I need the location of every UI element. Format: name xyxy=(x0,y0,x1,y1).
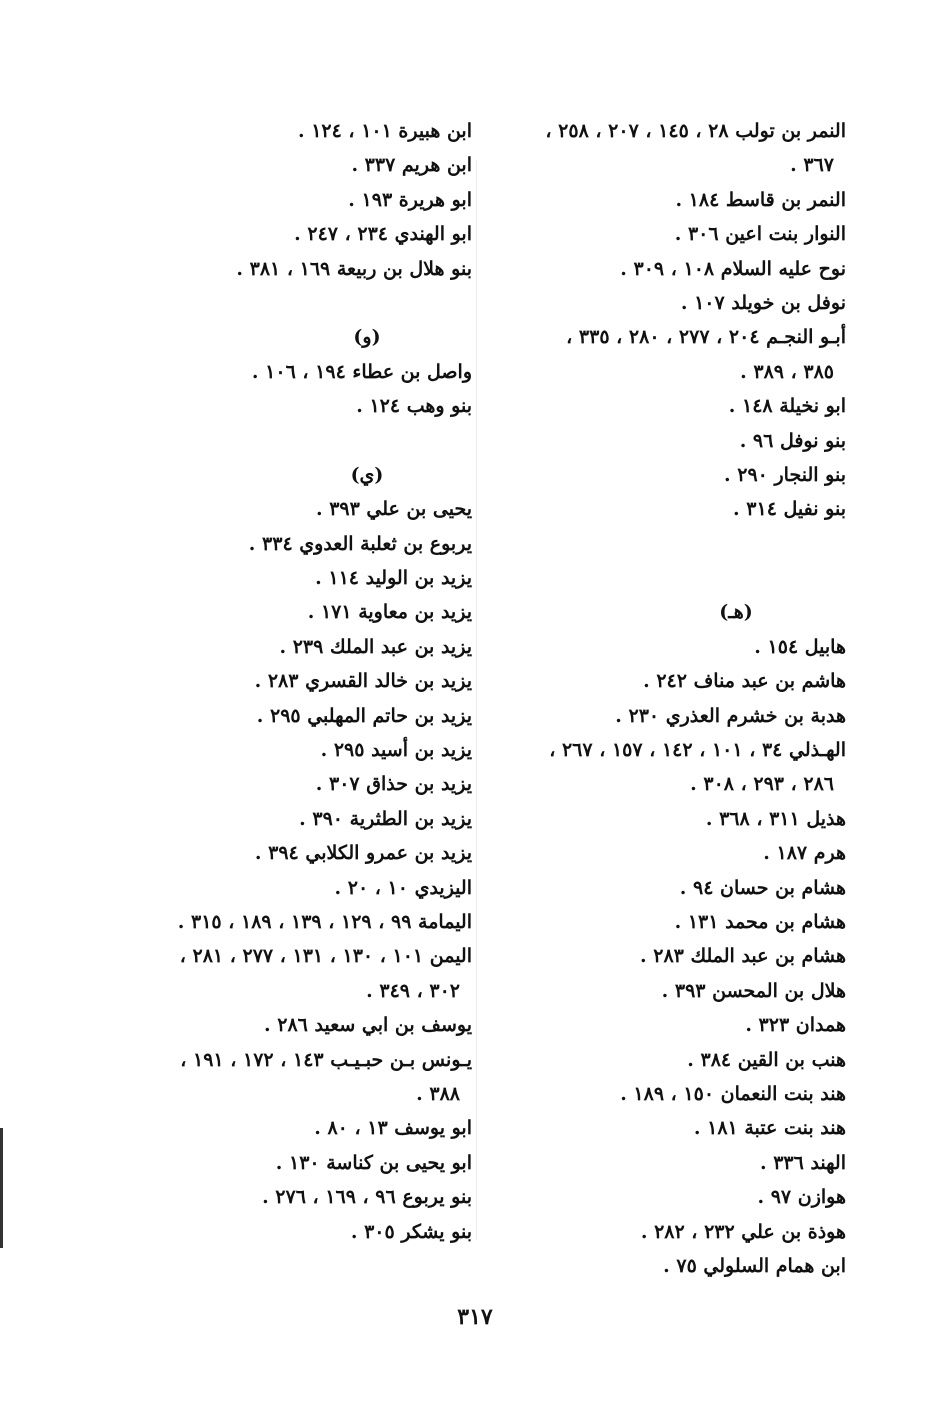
index-entry: اليمن ١٠١ ، ١٣٠ ، ١٣١ ، ٢٧٧ ، ٢٨١ ، xyxy=(179,945,472,968)
index-entry: يزيد بن الطثرية ٣٩٠ . xyxy=(299,807,472,830)
index-entry: اليمامة ٩٩ ، ١٢٩ ، ١٣٩ ، ١٨٩ ، ٣١٥ . xyxy=(177,910,472,933)
index-entry: يربوع بن ثعلبة العدوي ٣٣٤ . xyxy=(248,532,472,555)
index-entry: يزيد بن خالد القسري ٢٨٣ . xyxy=(254,670,472,693)
index-entry: نوح عليه السلام ١٠٨ ، ٣٠٩ . xyxy=(620,257,846,280)
index-entry: النوار بنت اعين ٣٠٦ . xyxy=(674,223,846,246)
index-entry: هذيل ٣١١ ، ٣٦٨ . xyxy=(705,807,846,830)
index-entry: يحيى بن علي ٣٩٣ . xyxy=(315,498,472,521)
section-gap xyxy=(132,424,472,458)
page-number: ٣١٧ xyxy=(457,1304,493,1330)
index-entry: هشام بن عبد الملك ٢٨٣ . xyxy=(640,945,846,968)
index-entry: هنب بن القين ٣٨٤ . xyxy=(687,1048,846,1071)
index-entry: يزيد بن حذاق ٣٠٧ . xyxy=(315,773,472,796)
index-entry: يزيد بن حاتم المهلبي ٢٩٥ . xyxy=(256,704,472,727)
scan-edge-mark xyxy=(0,1128,3,1248)
left-column xyxy=(132,114,472,1249)
index-entry: يوسف بن ابي سعيد ٢٨٦ . xyxy=(264,1014,472,1037)
index-entry: بنو نوفل ٩٦ . xyxy=(739,429,846,452)
index-entry: النمر بن قاسط ١٨٤ . xyxy=(675,188,846,211)
index-entry-continuation: ٣٠٢ ، ٣٤٩ . xyxy=(366,979,460,1002)
index-entry: بنو يشكر ٣٠٥ . xyxy=(350,1220,472,1243)
index-entry: هوازن ٩٧ . xyxy=(757,1186,846,1209)
section-heading: (هـ) xyxy=(719,601,753,624)
index-entry: همدان ٣٢٣ . xyxy=(745,1014,846,1037)
index-entry: يزيد بن الوليد ١١٤ . xyxy=(315,567,472,590)
index-entry: يزيد بن عبد الملك ٢٣٩ . xyxy=(279,635,472,658)
index-entry: يزيد بن عمرو الكلابي ٣٩٤ . xyxy=(254,842,472,865)
index-entry: بنو نفيل ٣١٤ . xyxy=(733,498,846,521)
index-entry: هشام بن حسان ٩٤ . xyxy=(679,876,846,899)
index-entry: ابن هريم ٣٣٧ . xyxy=(351,154,472,177)
index-entry: ابو الهندي ٢٣٤ ، ٢٤٧ . xyxy=(294,223,472,246)
index-entry: هوذة بن علي ٢٣٢ ، ٢٨٢ . xyxy=(640,1220,846,1243)
index-entry: هلال بن المحسن ٣٩٣ . xyxy=(661,979,846,1002)
index-entry: ابو هريرة ١٩٣ . xyxy=(348,188,472,211)
section-gap xyxy=(496,561,846,595)
index-entry: الهند ٣٣٦ . xyxy=(759,1151,846,1174)
index-entry: ابو نخيلة ١٤٨ . xyxy=(728,395,846,418)
index-entry: هشام بن محمد ١٣١ . xyxy=(674,910,846,933)
index-entry: أبـو النجـم ٢٠٤ ، ٢٧٧ ، ٢٨٠ ، ٣٣٥ ، xyxy=(566,326,846,349)
index-entry: هند بنت عتبة ١٨١ . xyxy=(693,1117,846,1140)
index-entry: بنو النجار ٢٩٠ . xyxy=(724,463,846,486)
index-entry: ابو يحيى بن كناسة ١٣٠ . xyxy=(275,1151,472,1174)
index-entry: هابيل ١٥٤ . xyxy=(754,635,846,658)
index-entry-continuation: ٣٦٧ . xyxy=(790,154,834,177)
index-entry: بنو وهب ١٢٤ . xyxy=(356,395,472,418)
right-column xyxy=(496,114,846,1283)
index-entry: ابن همام السلولي ٧٥ . xyxy=(663,1254,846,1277)
index-entry: بنو هلال بن ربيعة ١٦٩ ، ٣٨١ . xyxy=(236,257,472,280)
index-entry: النمر بن تولب ٢٨ ، ١٤٥ ، ٢٠٧ ، ٢٥٨ ، xyxy=(545,120,846,142)
section-heading: (ي) xyxy=(350,463,384,486)
index-entry-continuation: ٣٨٥ ، ٣٨٩ . xyxy=(740,360,834,383)
index-entry: هند بنت النعمان ١٥٠ ، ١٨٩ . xyxy=(620,1082,846,1105)
index-entry-continuation: ٢٨٦ ، ٢٩٣ ، ٣٠٨ . xyxy=(690,773,834,796)
index-entry: اليزيدي ١٠ ، ٢٠ . xyxy=(334,876,472,899)
index-entry: ابن هبيرة ١٠١ ، ١٢٤ . xyxy=(297,120,472,142)
section-heading: (و) xyxy=(353,326,381,349)
index-entry: يـونس بـن حبـيـب ١٤٣ ، ١٧٢ ، ١٩١ ، xyxy=(180,1048,472,1071)
index-entry: هدبة بن خشرم العذري ٢٣٠ . xyxy=(615,704,846,727)
column-divider xyxy=(476,160,477,1240)
index-entry: يزيد بن معاوية ١٧١ . xyxy=(307,601,472,624)
index-entry: هاشم بن عبد مناف ٢٤٢ . xyxy=(643,670,846,693)
index-entry: هرم ١٨٧ . xyxy=(763,842,846,865)
index-entry: يزيد بن أسيد ٢٩٥ . xyxy=(320,739,472,762)
index-entry: ابو يوسف ١٣ ، ٨٠ . xyxy=(314,1117,472,1140)
section-gap xyxy=(496,527,846,561)
section-gap xyxy=(132,286,472,320)
index-entry: الهـذلي ٣٤ ، ١٠١ ، ١٤٢ ، ١٥٧ ، ٢٦٧ ، xyxy=(549,739,846,762)
index-entry: بنو يربوع ٩٦ ، ١٦٩ ، ٢٧٦ . xyxy=(262,1186,472,1209)
index-entry: واصل بن عطاء ١٩٤ ، ١٠٦ . xyxy=(251,360,472,383)
index-entry-continuation: ٣٨٨ . xyxy=(416,1082,460,1105)
index-entry: نوفل بن خويلد ١٠٧ . xyxy=(680,291,846,314)
